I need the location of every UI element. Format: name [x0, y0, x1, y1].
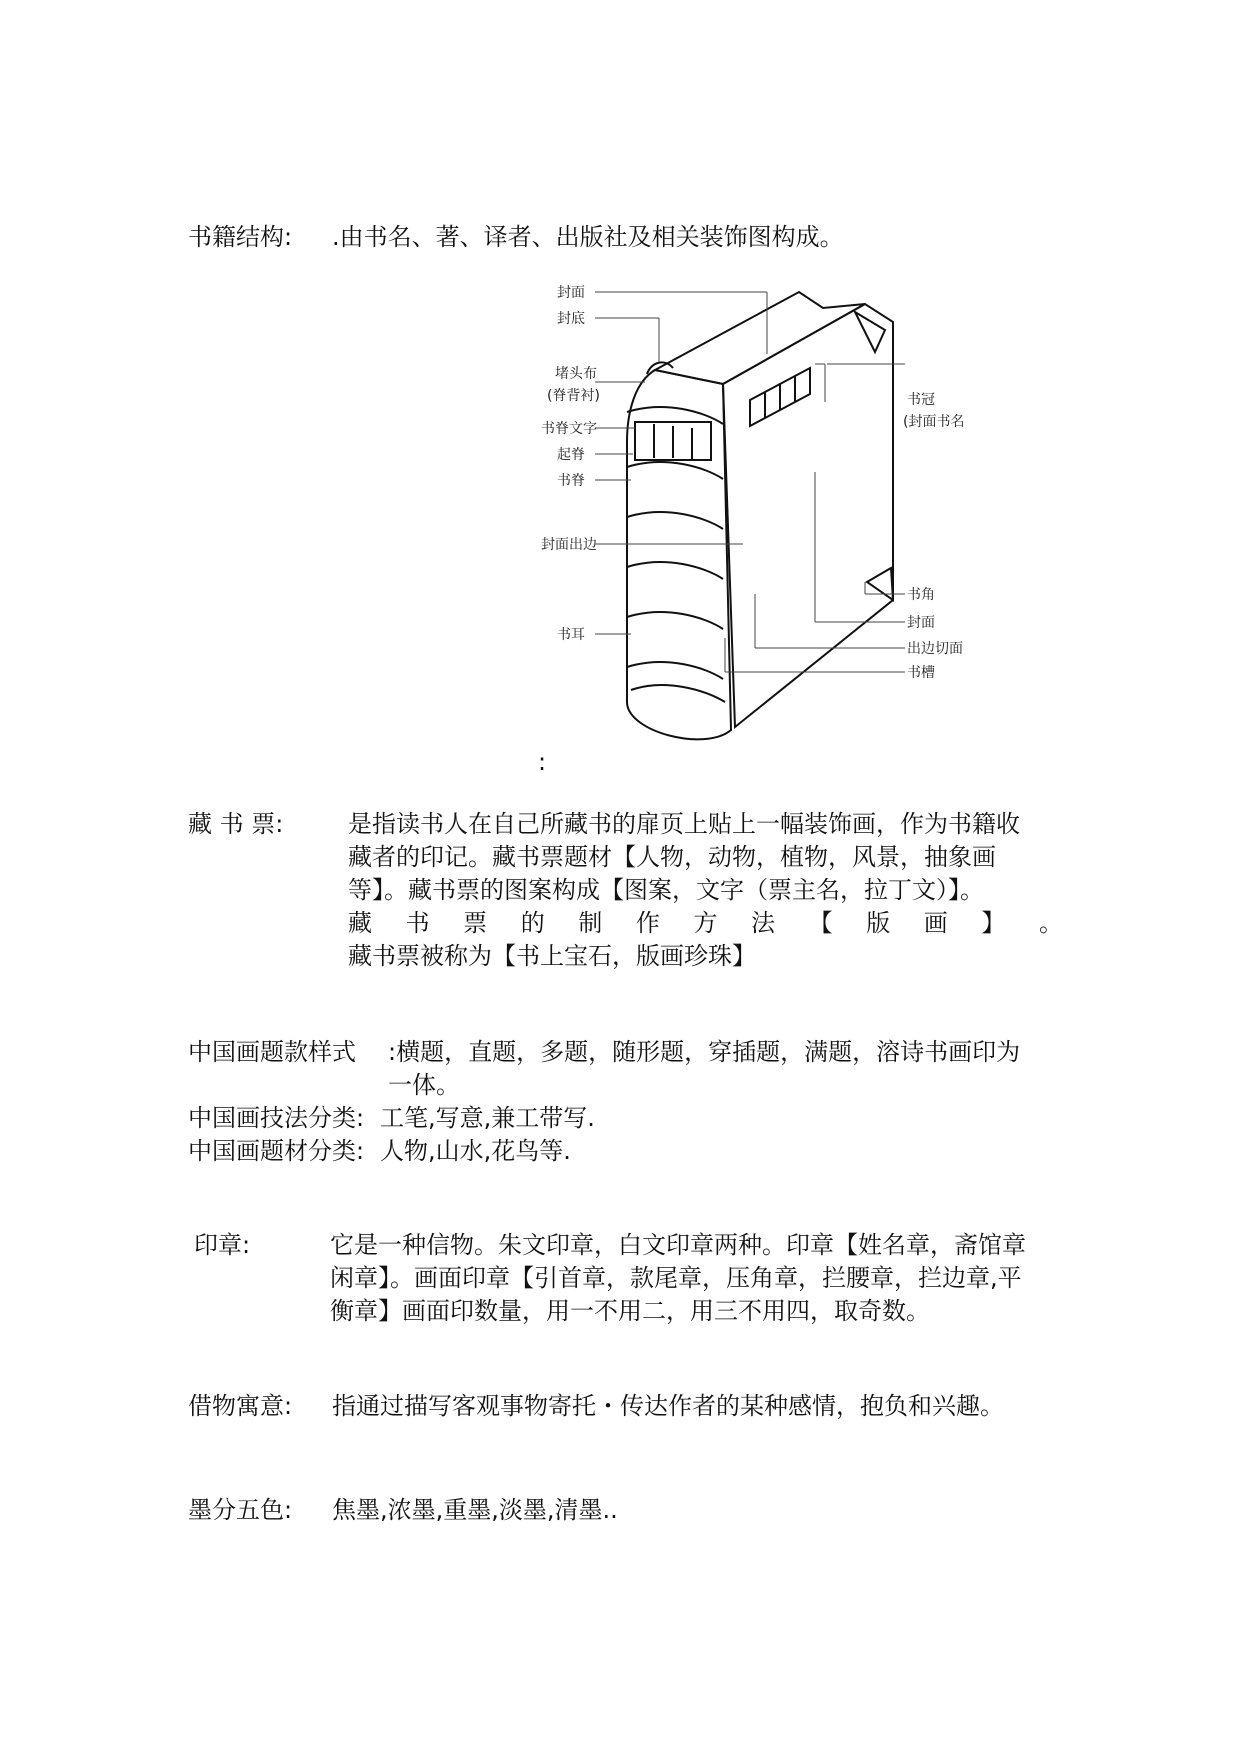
diagram-label-spine-text: 书脊文字	[541, 421, 597, 437]
bookplate-line: 藏书票被称为【书上宝石，版画珍珠】	[348, 942, 756, 970]
seal-label: 印章:	[194, 1231, 251, 1259]
seal-line: 闲章】。画面印章【引首章，款尾章，压角章，拦腰章，拦边章,平	[330, 1264, 1022, 1292]
bookplate-text	[348, 808, 1063, 973]
bookplate-line: 是指读书人在自己所藏书的扉页上贴上一幅装饰画，作为书籍收	[348, 810, 1020, 838]
inscription-label: 中国画题款样式	[188, 1038, 356, 1066]
seal-line: 它是一种信物。朱文印章，白文印章两种。印章【姓名章，斋馆章	[330, 1231, 1026, 1259]
bookplate-line: 等】。藏书票的图案构成【图案，文字（票主名，拉丁文）】。	[348, 876, 984, 904]
diagram-label-cover-square: 封面出边	[541, 537, 597, 553]
ink-text: 焦墨,浓墨,重墨,淡墨,清墨..	[332, 1496, 618, 1524]
book-structure-diagram	[541, 282, 995, 762]
diagram-label-cover: 封面	[907, 615, 935, 631]
front-cover	[723, 304, 893, 727]
seal-line: 衡章】画面印数量，用一不用二，用三不用四，取奇数。	[330, 1297, 930, 1325]
metaphor-label: 借物寓意:	[188, 1392, 293, 1420]
bookplate-method-line: 藏 书 票 的 制 作 方 法 【 版 画 】 。	[348, 909, 1063, 937]
diagram-label-front-cover: 封面	[557, 285, 585, 301]
diagram-label-joint: 书耳	[557, 627, 585, 643]
book-structure-text: .由书名、著、译者、出版社及相关装饰图构成。	[332, 223, 844, 251]
diagram-label-raised-bands: 起脊	[557, 447, 585, 463]
bookplate-line: 藏者的印记。藏书票题材【人物，动物，植物，风景，抽象画	[348, 843, 996, 871]
subject-value: 人物,山水,花鸟等.	[380, 1137, 571, 1165]
diagram-label-edge: 出边切面	[907, 641, 963, 657]
diagram-label-back-cover: 封底	[557, 311, 585, 327]
inscription-text-line1: :横题，直题，多题，随形题，穿插题，满题，溶诗书画印为	[388, 1038, 1021, 1066]
diagram-label-spine: 书脊	[557, 473, 585, 489]
top-edge	[655, 292, 865, 384]
diagram-label-cover-title: 书冠	[907, 392, 935, 408]
metaphor-text: 指通过描写客观事物寄托・传达作者的某种感情，抱负和兴趣。	[332, 1392, 1004, 1420]
subject-label: 中国画题材分类:	[188, 1137, 365, 1165]
ink-label: 墨分五色:	[188, 1496, 293, 1524]
seal-text	[330, 1229, 1026, 1328]
book-structure-label: 书籍结构:	[188, 223, 293, 251]
diagram-label-spine-lining: (脊背衬)	[547, 388, 600, 404]
diagram-caption: :	[538, 748, 547, 776]
inscription-text-line2: 一体。	[388, 1071, 460, 1099]
technique-value: 工笔,写意,兼工带写.	[380, 1104, 595, 1132]
technique-label: 中国画技法分类:	[188, 1104, 365, 1132]
diagram-label-groove: 书槽	[907, 665, 935, 681]
diagram-label-corner: 书角	[907, 587, 935, 603]
diagram-label-cover-title-note: (封面书名	[903, 414, 965, 430]
diagram-label-headband: 堵头布	[555, 366, 597, 382]
bookplate-label: 藏 书 票:	[188, 810, 284, 838]
spine	[627, 370, 731, 739]
